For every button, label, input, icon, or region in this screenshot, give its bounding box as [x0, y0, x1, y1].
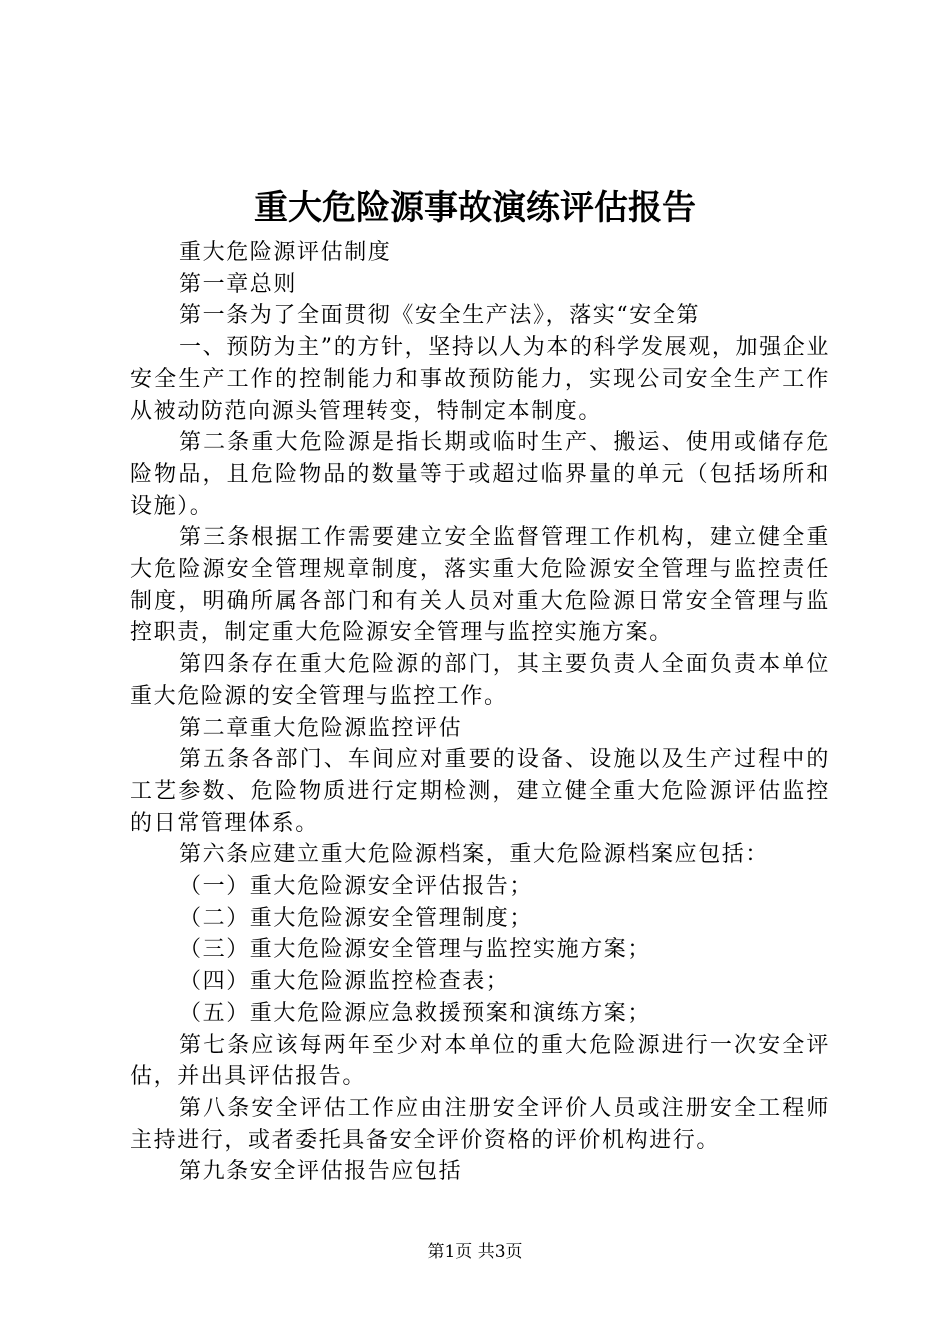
paragraph: 第七条应该每两年至少对本单位的重大危险源进行一次安全评估，并出具评估报告。: [130, 1032, 830, 1090]
paragraph: 一、预防为主”的方针，坚持以人为本的科学发展观，加强企业安全生产工作的控制能力和事故预防能力，实现公司安全生产工作从被动防范向源头管理转变，特制定本制度。: [130, 335, 830, 424]
list-item: （一）重大危险源安全评估报告；: [179, 874, 534, 900]
paragraph: 第一章总则: [179, 271, 298, 297]
list-item: （二）重大危险源安全管理制度；: [179, 905, 534, 931]
page-number: 第1页 共3页: [427, 1242, 523, 1262]
paragraph: 第二章重大危险源监控评估: [179, 715, 463, 741]
paragraph: 第一条为了全面贯彻《安全生产法》，落实“安全第: [179, 303, 701, 329]
list-item: （四）重大危险源监控检查表；: [179, 969, 510, 995]
paragraph: 重大危险源评估制度: [179, 240, 392, 265]
list-item: （三）重大危险源安全管理与监控实施方案；: [179, 937, 652, 963]
paragraph: 第四条存在重大危险源的部门，其主要负责人全面负责本单位重大危险源的安全管理与监控工作。: [130, 652, 830, 709]
paragraph: 第八条安全评估工作应由注册安全评价人员或注册安全工程师主持进行，或者委托具备安全评价资格的评价机构进行。: [130, 1095, 830, 1153]
paragraph: 第六条应建立重大危险源档案，重大危险源档案应包括：: [179, 842, 770, 868]
paragraph: 第九条安全评估报告应包括: [179, 1159, 463, 1185]
paragraph: 第三条根据工作需要建立安全监督管理工作机构，建立健全重大危险源安全管理规章制度，落实重大危险源安全管理与监控责任制度，明确所属各部门和有关人员对重大危险源日常安全管理与监控职责，制定重大危险源安全管理与监控实施方案。: [130, 525, 830, 646]
paragraph: 第五条各部门、车间应对重要的设备、设施以及生产过程中的工艺参数、危险物质进行定期检测，建立健全重大危险源评估监控的日常管理体系。: [130, 747, 830, 836]
paragraph: 第二条重大危险源是指长期或临时生产、搬运、使用或储存危险物品，且危险物品的数量等于或超过临界量的单元（包括场所和设施）。: [130, 430, 830, 519]
document-title: 重大危险源事故演练评估报告: [254, 188, 696, 228]
document-body: [130, 237, 830, 1188]
list-item: （五）重大危险源应急救援预案和演练方案；: [179, 1000, 652, 1026]
